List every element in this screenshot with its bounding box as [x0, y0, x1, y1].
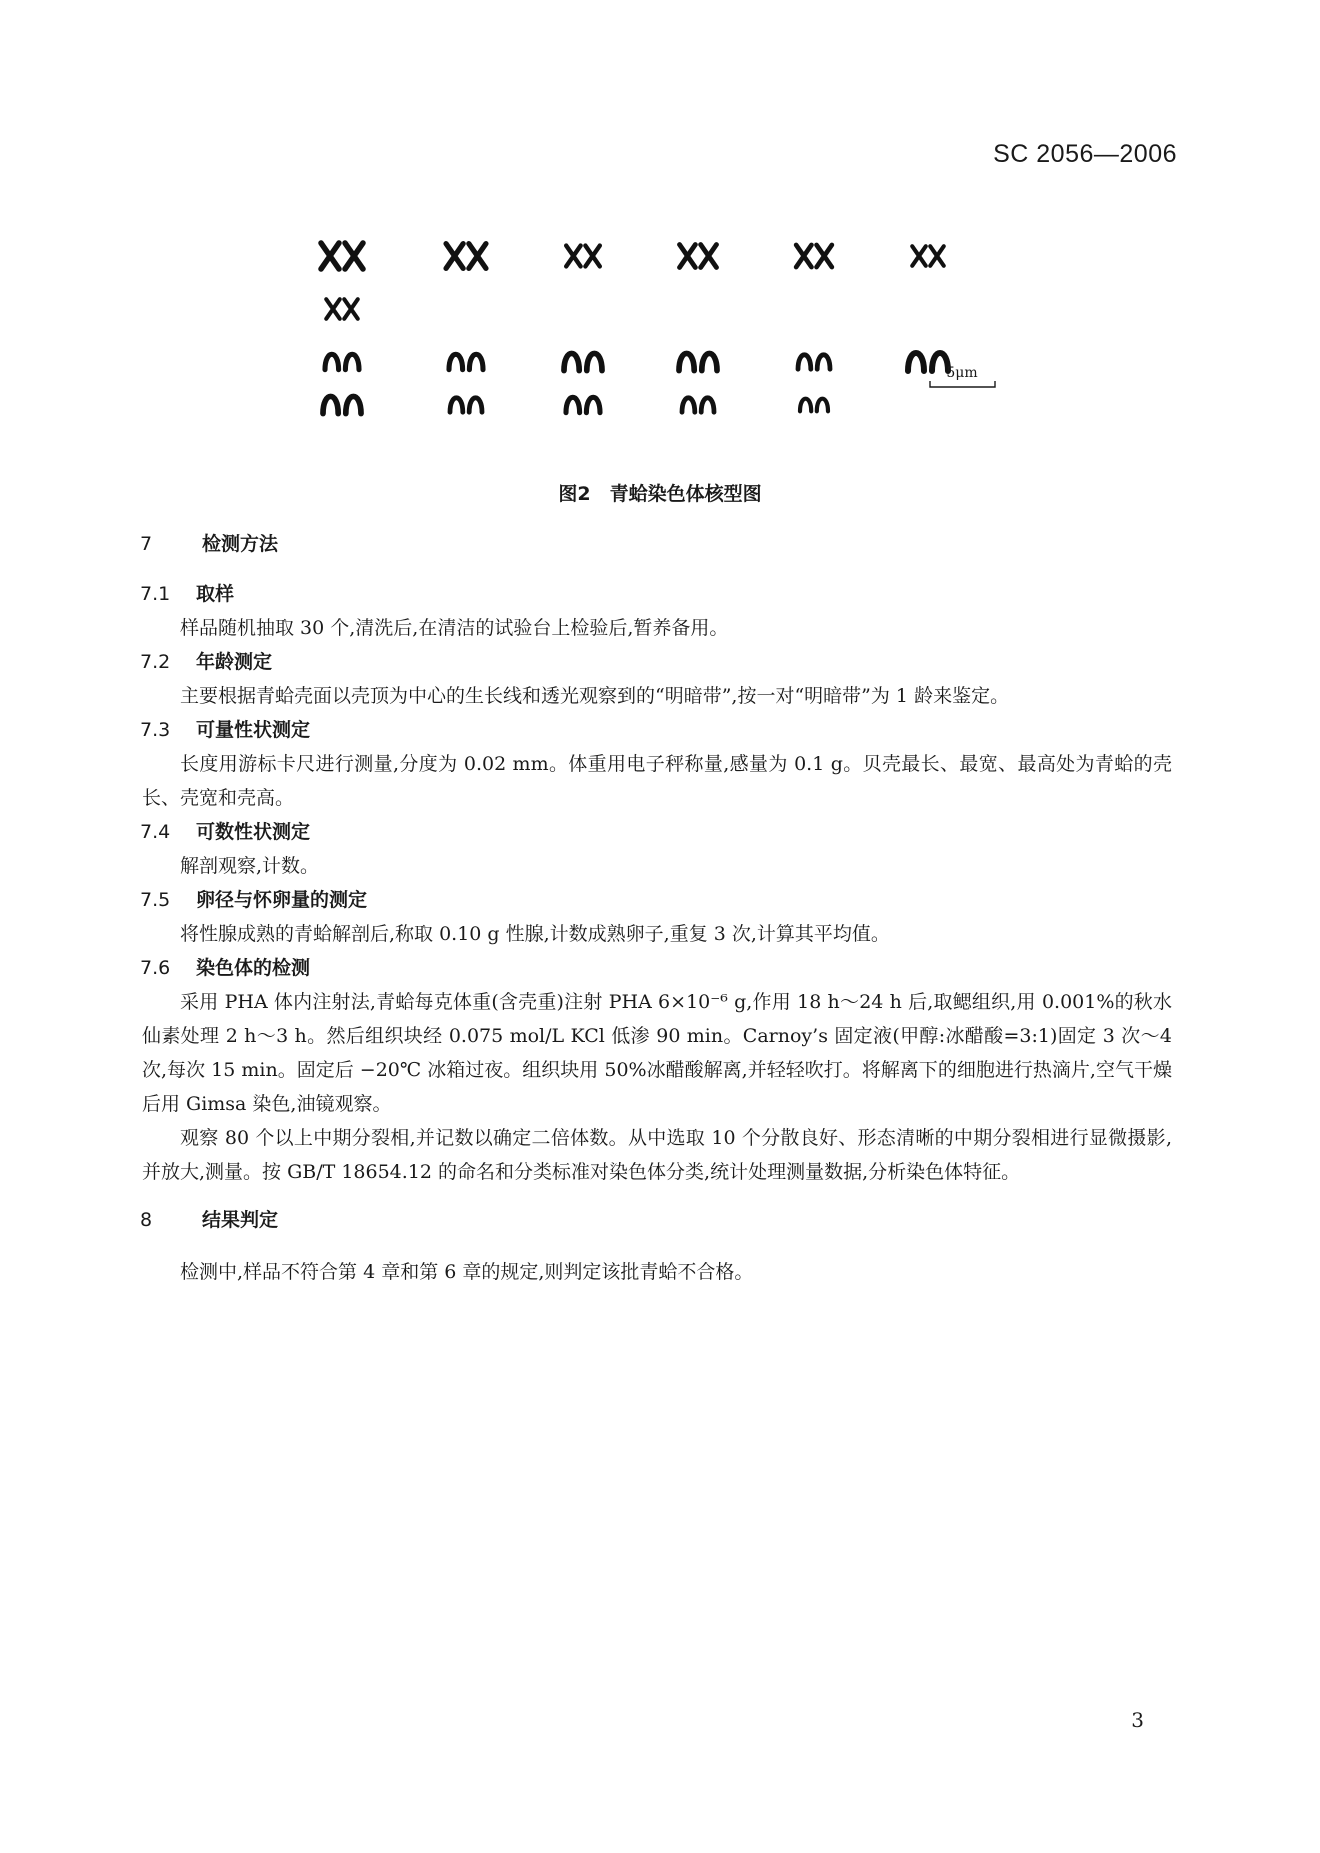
chromosome: [469, 354, 483, 369]
chromosome-pair-telocentric: [908, 353, 948, 371]
scale-bar: [930, 365, 995, 387]
paragraph: 检测中,样品不符合第 4 章和第 6 章的规定,则判定该批青蛤不合格。: [180, 1261, 754, 1283]
section-title: 取样: [196, 583, 235, 605]
section-7-4: [142, 815, 1172, 883]
chromosome-pair-telocentric: [564, 353, 602, 370]
chromosome: [798, 355, 811, 369]
section-title: 可量性状测定: [196, 719, 311, 741]
scale-bar-label: 5μm: [946, 365, 978, 381]
section-7-5: [142, 883, 1172, 951]
chromosome-pair-telocentric: [450, 398, 482, 412]
chromosome: [566, 246, 580, 267]
chromosome-pair-metacentric: [680, 245, 717, 268]
section-7-2: [142, 645, 1172, 713]
chromosome: [450, 398, 463, 412]
paragraph: 解剖观察,计数。: [180, 855, 320, 877]
chromosome: [930, 246, 944, 266]
chromosome-pair-metacentric: [912, 246, 944, 266]
chromosome: [346, 396, 361, 413]
section-number: 7.3: [140, 719, 171, 741]
section-title: 年龄测定: [196, 651, 273, 673]
section-number: 7: [140, 533, 153, 555]
chromosome-pair-telocentric: [798, 355, 830, 369]
chromosome: [679, 353, 694, 370]
section-7-1: [142, 577, 1172, 645]
paragraph: 采用 PHA 体内注射法,青蛤每克体重(含壳重)注射 PHA 6×10⁻⁶ g,作用 18 h～24 h 后,取鳃组织,用 0.001%的秋水仙素处理 2 h～3 h。然后组织块经 0.075 mol/L KCl 低渗 90 min。Carnoy’s 固定液(甲醇:冰醋酸=3:1)固定 3 次～4 次,每次 15 min。固定后 −20℃ 冰箱过夜。组织块用 50%冰醋酸解离,并轻轻吹打。将解离下的细胞进行热滴片,空气干燥后用 Gimsa 染色,油镜观察。: [142, 991, 1172, 1115]
section-heading: [140, 1203, 1172, 1237]
chromosome-pair-telocentric: [682, 398, 714, 412]
chromosome: [796, 245, 811, 267]
chromosome: [469, 244, 486, 269]
section-heading: [140, 815, 1172, 849]
section-number: 8: [140, 1209, 153, 1231]
paragraph: 观察 80 个以上中期分裂相,并记数以确定二倍体数。从中选取 10 个分散良好、形态清晰的中期分裂相进行显微摄影,并放大,测量。按 GB/T 18654.12 的命名和分类标准对染色体分类,统计处理测量数据,分析染色体特征。: [142, 1127, 1172, 1183]
karyotype-figure: [300, 222, 1020, 472]
chromosome: [469, 398, 482, 412]
paragraph: 样品随机抽取 30 个,清洗后,在清洁的试验台上检验后,暂养备用。: [180, 617, 729, 639]
paragraph: 将性腺成熟的青蛤解剖后,称取 0.10 g 性腺,计数成熟卵子,重复 3 次,计算其平均值。: [180, 923, 890, 945]
chromosome: [587, 353, 602, 370]
section-number: 7.2: [140, 651, 171, 673]
chromosome-pair-telocentric: [566, 397, 600, 412]
section-title: 卵径与怀卵量的测定: [196, 889, 368, 911]
chromosome: [908, 353, 924, 371]
chromosome: [817, 399, 828, 412]
chromosome: [325, 354, 339, 369]
chromosome: [701, 245, 717, 268]
chromosome: [566, 397, 580, 412]
section-8: [142, 1203, 1172, 1289]
section-heading: [140, 645, 1172, 679]
sections: [142, 527, 1172, 1289]
chromosome: [817, 245, 832, 267]
section-7-3: [142, 713, 1172, 815]
section-heading: [140, 527, 1172, 561]
chromosome: [912, 246, 926, 266]
chromosome: [817, 355, 830, 369]
chromosome-pair-telocentric: [449, 354, 483, 369]
chromosome-pair-metacentric: [326, 299, 358, 319]
chromosome: [680, 245, 696, 268]
section-title: 结果判定: [202, 1209, 279, 1231]
chromosome: [682, 398, 695, 412]
chromosome: [449, 354, 463, 369]
chromosome-layer: [321, 243, 948, 414]
section-number: 7.5: [140, 889, 171, 911]
section-title: 染色体的检测: [196, 957, 311, 979]
document-code: SC 2056—2006: [993, 140, 1177, 168]
page-number: 3: [1131, 1708, 1144, 1732]
section-heading: [140, 883, 1172, 917]
chromosome: [345, 354, 359, 369]
chromosome: [800, 399, 811, 412]
chromosome: [586, 397, 600, 412]
section-number: 7.1: [140, 583, 171, 605]
section-heading: [140, 951, 1172, 985]
section-number: 7.6: [140, 957, 171, 979]
chromosome-pair-metacentric: [321, 243, 363, 269]
chromosome-pair-metacentric: [796, 245, 832, 267]
section-7: [142, 527, 1172, 561]
chromosome: [326, 299, 340, 319]
chromosome: [321, 243, 339, 269]
figure-caption: 图2 青蛤染色体核型图: [558, 483, 762, 505]
karyotype-svg: [300, 222, 1020, 472]
chromosome: [564, 353, 579, 370]
chromosome-pair-metacentric: [566, 246, 600, 267]
chromosome: [702, 353, 717, 370]
chromosome: [323, 396, 338, 413]
section-heading: [140, 577, 1172, 611]
section-title: 检测方法: [202, 533, 279, 555]
chromosome-pair-telocentric: [323, 396, 361, 413]
chromosome: [585, 246, 599, 267]
chromosome-pair-telocentric: [325, 354, 359, 369]
section-number: 7.4: [140, 821, 171, 843]
chromosome-pair-telocentric: [800, 399, 828, 412]
paragraph: 主要根据青蛤壳面以壳顶为中心的生长线和透光观察到的“明暗带”,按一对“明暗带”为 1 龄来鉴定。: [180, 685, 1010, 707]
chromosome-pair-metacentric: [446, 244, 486, 269]
chromosome-pair-telocentric: [679, 353, 717, 370]
paragraph: 长度用游标卡尺进行测量,分度为 0.02 mm。体重用电子秤称量,感量为 0.1 g。贝壳最长、最宽、最高处为青蛤的壳长、壳宽和壳高。: [142, 753, 1172, 809]
section-title: 可数性状测定: [196, 821, 311, 843]
section-heading: [140, 713, 1172, 747]
section-7-6: [142, 951, 1172, 1189]
chromosome: [345, 243, 363, 269]
chromosome: [344, 299, 358, 319]
chromosome: [701, 398, 714, 412]
chromosome: [446, 244, 463, 269]
